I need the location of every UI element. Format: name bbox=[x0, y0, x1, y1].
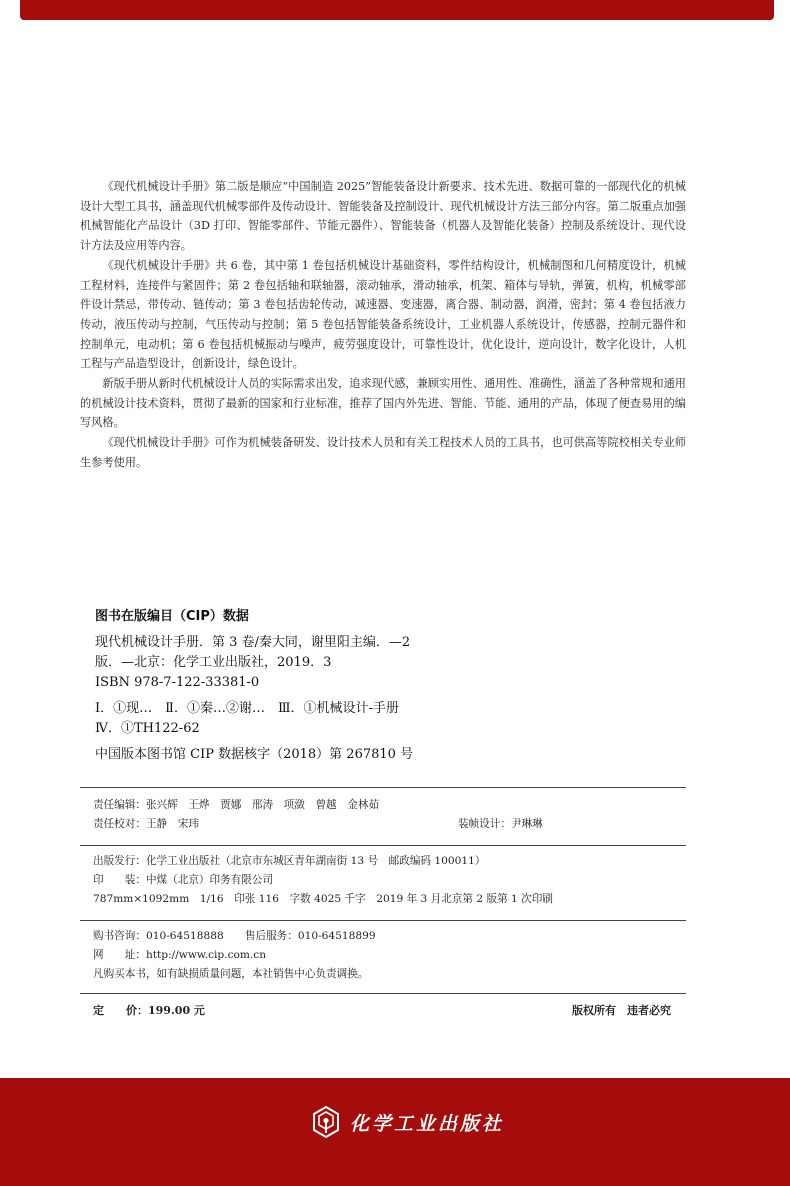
divider bbox=[80, 920, 686, 921]
cip-block bbox=[95, 605, 695, 765]
proofreaders: 责任校对：王静 宋玮 bbox=[93, 818, 199, 830]
intro-paragraph: 《现代机械设计手册》第二版是顺应“中国制造 2025”智能装备设计新要求、技术先进、数据可靠的一部现代化的机械设计大型工具书，涵盖现代机械零部件及传动设计、智能装备及控制设计、现代机械设计方法三部分内容。第二版重点加强机械智能化产品设计（3D 打印、智能零部件、节能元器件）、智能装备（机器人及智能化装备）控制及系统设计、现代设计方法及应用等内容。 bbox=[80, 180, 686, 253]
notice: 凡购买本书，如有缺损质量问题，本社销售中心负责调换。 bbox=[93, 968, 369, 980]
printer: 印 装：中煤（北京）印务有限公司 bbox=[93, 874, 274, 886]
print-specs: 787mm×1092mm 1/16 印张 116 字数 4025 千字 2019 年 3 月北京第 2 版第 1 次印刷 bbox=[93, 893, 553, 905]
divider bbox=[80, 993, 686, 994]
contact-block bbox=[93, 927, 683, 984]
editors: 责任编辑：张兴辉 王烨 贾娜 邢涛 项潋 曾越 金林茹 bbox=[93, 799, 380, 811]
cip-record-number: 中国版本图书馆 CIP 数据核字（2018）第 267810 号 bbox=[95, 747, 414, 762]
intro-paragraph: 《现代机械设计手册》可作为机械装备研发、设计技术人员和有关工程技术人员的工具书，也可供高等院校相关专业师生参考使用。 bbox=[80, 436, 686, 469]
phone-info: 购书咨询：010-64518888 售后服务：010-64518899 bbox=[93, 930, 376, 942]
cip-line: 版．—北京：化学工业出版社，2019．3 bbox=[95, 655, 332, 670]
top-banner bbox=[20, 0, 774, 20]
copyright-notice: 版权所有 违者必究 bbox=[572, 1004, 671, 1017]
website: 网 址：http://www.cip.com.cn bbox=[93, 949, 267, 961]
divider bbox=[80, 787, 686, 788]
staff-block bbox=[93, 796, 683, 834]
price-block bbox=[93, 1001, 683, 1020]
intro-paragraph: 新版手册从新时代机械设计人员的实际需求出发，追求现代感，兼顾实用性、通用性、准确性，涵盖了各种常规和通用的机械设计技术资料，贯彻了最新的国家和行业标准，推荐了国内外先进、智能、节能、通用的产品，体现了便查易用的编写风格。 bbox=[80, 377, 686, 430]
designer: 装帧设计：尹琳琳 bbox=[458, 818, 543, 830]
cip-isbn: ISBN 978-7-122-33381-0 bbox=[95, 675, 260, 690]
book-introduction bbox=[80, 177, 686, 473]
publishing-block bbox=[93, 852, 683, 909]
publisher: 出版发行：化学工业出版社（北京市东城区青年湖南街 13 号 邮政编码 100011） bbox=[93, 855, 486, 867]
hexagon-logo-icon bbox=[312, 1106, 340, 1138]
cip-title: 图书在版编目（CIP）数据 bbox=[95, 609, 249, 624]
price: 定 价：199.00 元 bbox=[93, 1004, 205, 1017]
intro-paragraph: 《现代机械设计手册》共 6 卷，其中第 1 卷包括机械设计基础资料，零件结构设计，机械制图和几何精度设计，机械工程材料，连接件与紧固件；第 2 卷包括轴和联轴器，滚动轴承，滑动轴承，机架、箱体与导轨，弹簧，机构，机械零部件设计禁忌，带传动、链传动；第 3 卷包括齿轮传动，减速器、变速器，离合器、制动器，润滑，密封；第 4 卷包括液力传动，液压传动与控制，气压传动与控制；第 5 卷包括智能装备系统设计，工业机器人系统设计，传感器，控制元器件和控制单元，电动机；第 6 卷包括机械振动与噪声，疲劳强度设计，可靠性设计，优化设计，逆向设计，数字化设计，人机工程与产品造型设计，创新设计，绿色设计。 bbox=[80, 258, 686, 371]
publisher-name: 化学工业出版社 bbox=[350, 1112, 505, 1135]
cip-line: 现代机械设计手册．第 3 卷/秦大同，谢里阳主编．—2 bbox=[95, 635, 411, 650]
cip-classification: Ⅳ．①TH122-62 bbox=[95, 721, 200, 736]
cip-classification: Ⅰ．①现… Ⅱ．①秦…②谢… Ⅲ．①机械设计-手册 bbox=[95, 701, 399, 716]
divider bbox=[80, 845, 686, 846]
publisher-logo bbox=[312, 1106, 504, 1138]
